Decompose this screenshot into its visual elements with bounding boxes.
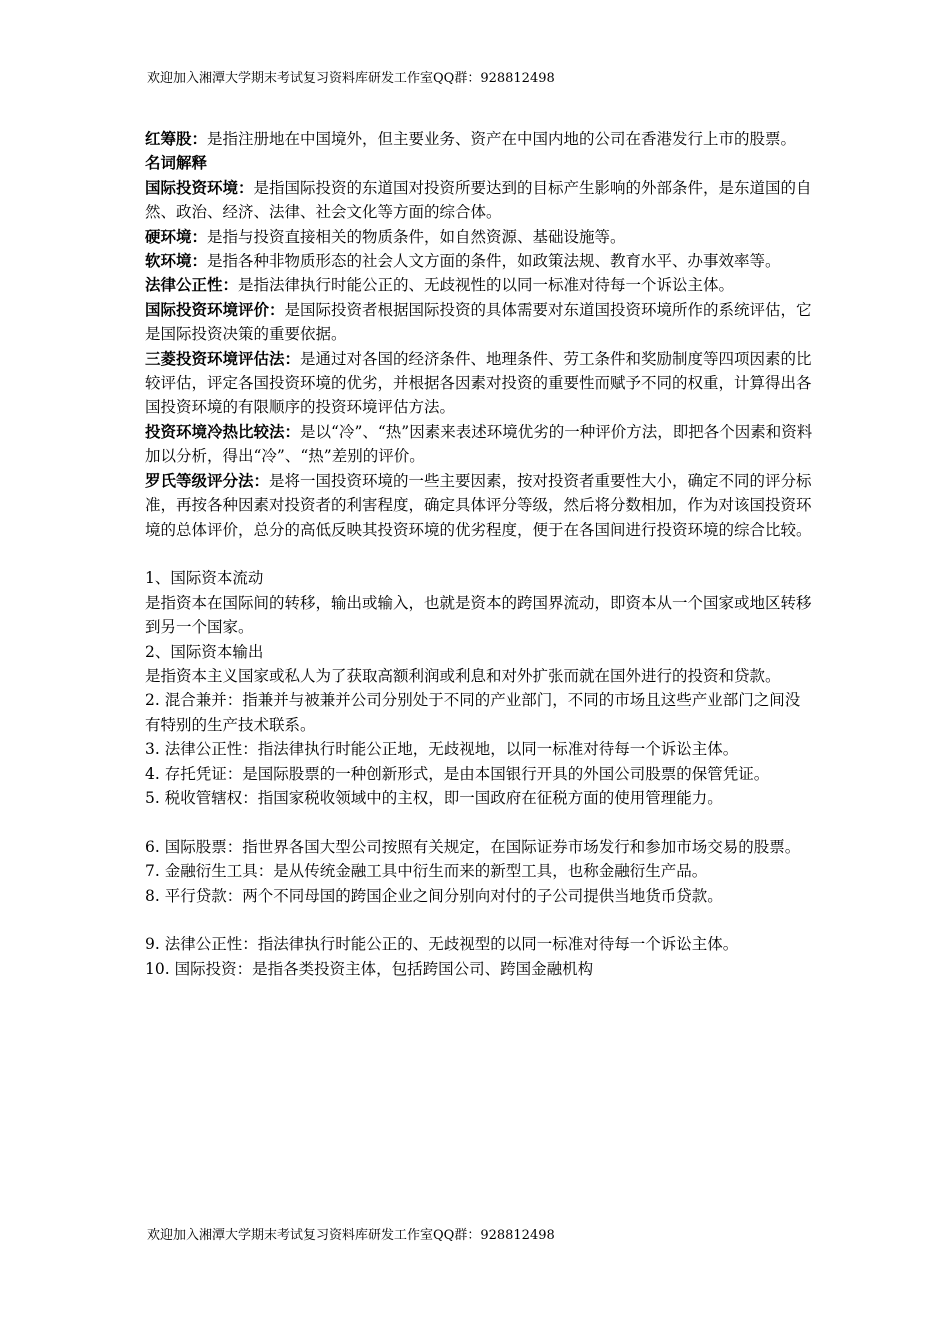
section-heading: 名词解释 [145, 153, 208, 173]
numbered-item: 3. 法律公正性：指法律执行时能公正地，无歧视地，以同一标准对待每一个诉讼主体。 [145, 740, 739, 759]
numbered-text: 是指资本主义国家或私人为了获取高额利润或利息和对外扩张而就在国外进行的投资和贷款。 [145, 666, 781, 685]
blank-line [145, 542, 813, 566]
numbered-item: 8. 平行贷款：两个不同母国的跨国企业之间分别向对付的子公司提供当地货币贷款。 [145, 886, 723, 905]
definition-term: 投资环境冷热比较法： [145, 421, 301, 441]
definition-term: 国际投资环境评价： [145, 299, 285, 319]
definition-paragraph [145, 347, 813, 420]
definition-paragraph [145, 469, 813, 542]
blank-line [145, 908, 813, 932]
definition-paragraph [145, 225, 813, 249]
blank-line [145, 810, 813, 834]
definition-text: 是指各种非物质形态的社会人文方面的条件，如政策法规、教育水平、办事效率等。 [207, 252, 781, 271]
definition-term: 三菱投资环境评估法： [145, 348, 301, 368]
definition-text: 是指国际投资的东道国对投资所要达到的目标产生影响的外部条件，是东道国的自然、政治、经济、法律、社会文化等方面的综合体。 [145, 178, 812, 222]
page-footer: 欢迎加入湘潭大学期末考试复习资料库研发工作室QQ群：928812498 [147, 1228, 555, 1243]
definition-term: 软环境： [145, 251, 208, 271]
definition-term: 硬环境： [145, 226, 208, 246]
definition-term: 罗氏等级评分法： [145, 470, 270, 490]
definition-text: 是将一国投资环境的一些主要因素，按对投资者重要性大小，确定不同的评分标准，再按各种因素对投资者的利害程度，确定具体评分等级，然后将分数相加，作为对该国投资环境的总体评价，总分的高低反映其投资环境的优劣程度，便于在各国间进行投资环境的综合比较。 [145, 471, 812, 539]
definition-text: 是指法律执行时能公正的、无歧视性的以同一标准对待每一个诉讼主体。 [238, 276, 735, 295]
definition-paragraph [145, 420, 813, 469]
page-header: 欢迎加入湘潭大学期末考试复习资料库研发工作室QQ群：928812498 [147, 71, 555, 86]
definition-paragraph [145, 298, 813, 347]
definition-text: 是以“冷”、“热”因素来表述环境优劣的一种评价方法，即把各个因素和资料加以分析，得出“冷”、“热”差别的评价。 [145, 422, 813, 466]
numbered-item: 7. 金融衍生工具：是从传统金融工具中衍生而来的新型工具，也称金融衍生产品。 [145, 862, 708, 881]
numbered-item: 6. 国际股票：指世界各国大型公司按照有关规定，在国际证券市场发行和参加市场交易的股票。 [145, 837, 801, 856]
numbered-text: 是指资本在国际间的转移，输出或输入，也就是资本的跨国界流动，即资本从一个国家或地区转移到另一个国家。 [145, 593, 812, 637]
definition-text: 是国际投资者根据国际投资的具体需要对东道国投资环境所作的系统评估，它是国际投资决策的重要依据。 [145, 300, 812, 344]
numbered-heading: 2、国际资本输出 [145, 642, 264, 661]
numbered-item: 2. 混合兼并：指兼并与被兼并公司分别处于不同的产业部门，不同的市场且这些产业部门之间没有特别的生产技术联系。 [145, 691, 801, 734]
definition-text: 是指注册地在中国境外，但主要业务、资产在中国内地的公司在香港发行上市的股票。 [207, 130, 797, 148]
document-body [145, 127, 813, 981]
numbered-item: 5. 税收管辖权：指国家税收领域中的主权，即一国政府在征税方面的使用管理能力。 [145, 788, 723, 807]
numbered-item: 10. 国际投资：是指各类投资主体，包括跨国公司、跨国金融机构 [145, 959, 594, 978]
definition-text: 是指与投资直接相关的物质条件，如自然资源、基础设施等。 [207, 227, 626, 246]
numbered-item: 9. 法律公正性：指法律执行时能公正的、无歧视型的以同一标准对待每一个诉讼主体。 [145, 935, 739, 954]
definition-term: 法律公正性： [145, 275, 239, 295]
definition-term: 国际投资环境： [145, 177, 254, 197]
definition-paragraph [145, 176, 813, 225]
numbered-heading: 1、国际资本流动 [145, 569, 264, 588]
numbered-item: 4. 存托凭证：是国际股票的一种创新形式，是由本国银行开具的外国公司股票的保管凭证。 [145, 764, 770, 783]
definition-text: 是通过对各国的经济条件、地理条件、劳工条件和奖励制度等四项因素的比较评估，评定各国投资环境的优劣，并根据各因素对投资的重要性而赋予不同的权重，计算得出各国投资环境的有限顺序的投资环境评估方法。 [145, 349, 812, 417]
definition-paragraph [145, 249, 813, 273]
definition-paragraph [145, 127, 813, 151]
definition-paragraph [145, 273, 813, 297]
definition-term: 红筹股： [145, 129, 208, 148]
